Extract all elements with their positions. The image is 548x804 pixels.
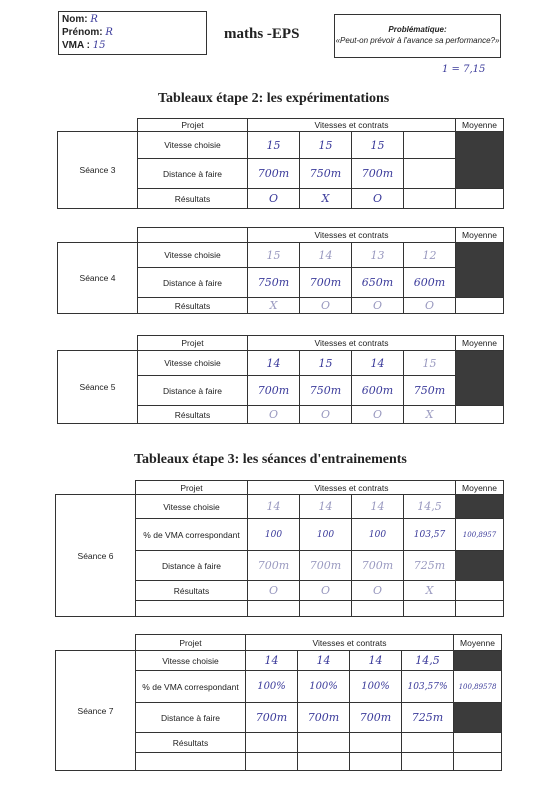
projet-header-empty bbox=[138, 228, 248, 243]
seance4-table bbox=[57, 227, 504, 314]
distance-cell: 750m bbox=[248, 268, 300, 298]
distance-cell: 700m bbox=[298, 703, 350, 733]
projet-header: Projet bbox=[138, 336, 248, 351]
distance-cell: 700m bbox=[248, 159, 300, 189]
vitesses-header: Vitesses et contrats bbox=[248, 336, 456, 351]
empty-cell bbox=[298, 753, 350, 771]
vitesse-label: Vitesse choisie bbox=[136, 495, 248, 519]
resultat-cell bbox=[350, 733, 402, 753]
distance-label: Distance à faire bbox=[138, 268, 248, 298]
vitesse-cell: 14 bbox=[300, 495, 352, 519]
seance-label: Séance 7 bbox=[56, 651, 136, 771]
resultat-cell: O bbox=[404, 298, 456, 314]
vitesse-label: Vitesse choisie bbox=[138, 132, 248, 159]
vma-moyenne-cell: 100,89578 bbox=[454, 671, 502, 703]
distance-cell: 700m bbox=[248, 376, 300, 406]
resultats-label: Résultats bbox=[138, 189, 248, 209]
moyenne-header: Moyenne bbox=[456, 228, 504, 243]
problem-text: «Peut-on prévoir à l'avance sa performance?» bbox=[335, 36, 500, 45]
seance-label: Séance 4 bbox=[58, 243, 138, 314]
vitesse-cell: 14,5 bbox=[402, 651, 454, 671]
vitesse-cell: 14 bbox=[298, 651, 350, 671]
empty-cell bbox=[136, 601, 248, 617]
vitesses-header: Vitesses et contrats bbox=[248, 228, 456, 243]
problem-box bbox=[334, 14, 501, 58]
nom-value: R bbox=[90, 14, 98, 25]
vitesses-header: Vitesses et contrats bbox=[248, 481, 456, 495]
distance-label: Distance à faire bbox=[136, 551, 248, 581]
projet-header: Projet bbox=[136, 635, 246, 651]
seance5-table bbox=[57, 335, 504, 424]
distance-cell: 700m bbox=[352, 551, 404, 581]
vitesse-cell: 14 bbox=[300, 243, 352, 268]
vitesse-cell: 12 bbox=[404, 243, 456, 268]
moyenne-cell bbox=[456, 581, 504, 601]
resultat-cell: X bbox=[300, 189, 352, 209]
resultat-cell: O bbox=[248, 406, 300, 424]
vitesses-header: Vitesses et contrats bbox=[248, 119, 456, 132]
distance-cell bbox=[404, 159, 456, 189]
vitesse-cell: 15 bbox=[352, 132, 404, 159]
moyenne-shaded-cell bbox=[456, 132, 504, 189]
resultat-cell: O bbox=[352, 406, 404, 424]
resultats-label: Résultats bbox=[138, 406, 248, 424]
resultat-cell: O bbox=[300, 406, 352, 424]
vma-cell: 103,57 bbox=[404, 519, 456, 551]
moyenne-header: Moyenne bbox=[454, 635, 502, 651]
distance-cell: 750m bbox=[404, 376, 456, 406]
resultat-cell: O bbox=[352, 189, 404, 209]
vitesse-cell: 15 bbox=[404, 351, 456, 376]
vitesse-cell bbox=[404, 132, 456, 159]
resultat-cell bbox=[402, 733, 454, 753]
vma-cell: 100% bbox=[350, 671, 402, 703]
vma-pct-label: % de VMA correspondant bbox=[136, 671, 246, 703]
page-title: maths -EPS bbox=[224, 26, 300, 42]
distance-cell: 725m bbox=[402, 703, 454, 733]
distance-label: Distance à faire bbox=[138, 376, 248, 406]
empty-cell bbox=[402, 753, 454, 771]
moyenne-header: Moyenne bbox=[456, 119, 504, 132]
prenom-value: R bbox=[105, 27, 113, 38]
empty-cell bbox=[300, 601, 352, 617]
resultat-cell bbox=[246, 733, 298, 753]
empty-cell bbox=[456, 601, 504, 617]
moyenne-header: Moyenne bbox=[456, 481, 504, 495]
distance-cell: 700m bbox=[300, 551, 352, 581]
moyenne-shaded-cell bbox=[456, 551, 504, 581]
vma-cell: 100% bbox=[246, 671, 298, 703]
distance-cell: 750m bbox=[300, 159, 352, 189]
moyenne-shaded-cell bbox=[456, 243, 504, 298]
seance6-table bbox=[55, 480, 504, 617]
empty-cell bbox=[248, 601, 300, 617]
resultat-cell: O bbox=[300, 581, 352, 601]
prenom-label: Prénom: bbox=[62, 27, 103, 38]
vma-cell: 100 bbox=[352, 519, 404, 551]
seance-label: Séance 5 bbox=[58, 351, 138, 424]
vitesse-cell: 15 bbox=[248, 243, 300, 268]
distance-label: Distance à faire bbox=[136, 703, 246, 733]
distance-cell: 700m bbox=[246, 703, 298, 733]
vitesse-label: Vitesse choisie bbox=[138, 243, 248, 268]
distance-label: Distance à faire bbox=[138, 159, 248, 189]
vma-cell: 103,57% bbox=[402, 671, 454, 703]
resultats-label: Résultats bbox=[136, 733, 246, 753]
vitesse-cell: 14 bbox=[352, 351, 404, 376]
resultats-label: Résultats bbox=[136, 581, 248, 601]
handwritten-note: 1 = 7,15 bbox=[442, 64, 486, 75]
projet-header: Projet bbox=[138, 119, 248, 132]
resultat-cell: O bbox=[352, 298, 404, 314]
vma-moyenne-cell: 100,8957 bbox=[456, 519, 504, 551]
vitesse-cell: 14 bbox=[352, 495, 404, 519]
moyenne-cell bbox=[454, 733, 502, 753]
vma-label: VMA : bbox=[62, 40, 90, 51]
distance-cell: 700m bbox=[300, 268, 352, 298]
distance-cell: 700m bbox=[248, 551, 300, 581]
seance7-table bbox=[55, 634, 502, 771]
seance-label: Séance 6 bbox=[56, 495, 136, 617]
moyenne-shaded-cell bbox=[454, 651, 502, 671]
vitesse-cell: 15 bbox=[300, 132, 352, 159]
vitesse-cell: 15 bbox=[300, 351, 352, 376]
empty-cell bbox=[404, 601, 456, 617]
moyenne-cell bbox=[456, 298, 504, 314]
moyenne-shaded-cell bbox=[456, 495, 504, 519]
resultat-cell bbox=[404, 189, 456, 209]
vma-pct-label: % de VMA correspondant bbox=[136, 519, 248, 551]
resultat-cell: O bbox=[248, 581, 300, 601]
seance3-table bbox=[57, 118, 504, 209]
vitesse-label: Vitesse choisie bbox=[136, 651, 246, 671]
resultat-cell bbox=[298, 733, 350, 753]
empty-cell bbox=[454, 753, 502, 771]
resultat-cell: O bbox=[300, 298, 352, 314]
distance-cell: 750m bbox=[300, 376, 352, 406]
seance-label: Séance 3 bbox=[58, 132, 138, 209]
moyenne-cell bbox=[456, 406, 504, 424]
student-info-box bbox=[58, 11, 207, 55]
distance-cell: 600m bbox=[352, 376, 404, 406]
vma-cell: 100 bbox=[248, 519, 300, 551]
resultat-cell: X bbox=[404, 581, 456, 601]
vitesse-cell: 14 bbox=[350, 651, 402, 671]
empty-cell bbox=[352, 601, 404, 617]
vitesse-cell: 15 bbox=[248, 132, 300, 159]
moyenne-shaded-cell bbox=[456, 351, 504, 406]
projet-header: Projet bbox=[136, 481, 248, 495]
vitesse-cell: 14 bbox=[248, 351, 300, 376]
moyenne-cell bbox=[456, 189, 504, 209]
nom-label: Nom: bbox=[62, 14, 88, 25]
vitesse-cell: 13 bbox=[352, 243, 404, 268]
resultats-label: Résultats bbox=[138, 298, 248, 314]
moyenne-header: Moyenne bbox=[456, 336, 504, 351]
moyenne-shaded-cell bbox=[454, 703, 502, 733]
vitesse-label: Vitesse choisie bbox=[138, 351, 248, 376]
section2-title: Tableaux étape 2: les expérimentations bbox=[158, 91, 390, 106]
resultat-cell: X bbox=[248, 298, 300, 314]
resultat-cell: X bbox=[404, 406, 456, 424]
resultat-cell: O bbox=[248, 189, 300, 209]
distance-cell: 700m bbox=[352, 159, 404, 189]
vitesses-header: Vitesses et contrats bbox=[246, 635, 454, 651]
empty-cell bbox=[246, 753, 298, 771]
problem-title: Problématique: bbox=[388, 25, 447, 34]
distance-cell: 700m bbox=[350, 703, 402, 733]
distance-cell: 600m bbox=[404, 268, 456, 298]
vma-cell: 100% bbox=[298, 671, 350, 703]
vitesse-cell: 14 bbox=[248, 495, 300, 519]
vitesse-cell: 14,5 bbox=[404, 495, 456, 519]
distance-cell: 725m bbox=[404, 551, 456, 581]
vma-value: 15 bbox=[92, 40, 106, 51]
empty-cell bbox=[136, 753, 246, 771]
vitesse-cell: 14 bbox=[246, 651, 298, 671]
vma-cell: 100 bbox=[300, 519, 352, 551]
empty-cell bbox=[350, 753, 402, 771]
resultat-cell: O bbox=[352, 581, 404, 601]
distance-cell: 650m bbox=[352, 268, 404, 298]
section3-title: Tableaux étape 3: les séances d'entrainements bbox=[134, 452, 407, 467]
